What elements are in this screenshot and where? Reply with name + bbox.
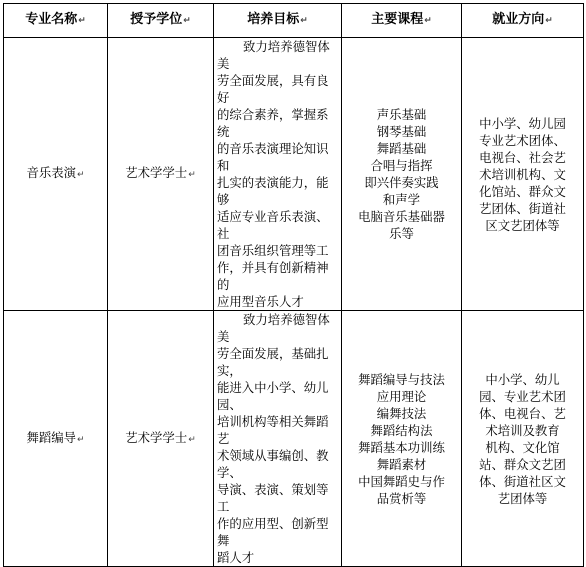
header-goal: 培养目标↵: [214, 4, 342, 38]
goal-cell: 致力培养德智体美 劳全面发展，具有良好 的综合素养，掌握系统 的音乐表演理论知识和 扎实的表演能力，能够 适应专业音乐表演、社 团音乐组织管理等工 作，并具有创新精神的 应用型音乐人才: [214, 38, 342, 311]
degree-cell: 艺术学学士↵: [108, 38, 214, 311]
courses-cell: 声乐基础 钢琴基础 舞蹈基础 合唱与指挥 即兴伴奏实践 和声学 电脑音乐基础器 乐等: [342, 38, 462, 311]
career-cell: 中小学、幼儿园 专业艺术团体、 电视台、社会艺 术培训机构、文 化馆站、群众文 艺团体、街道社 区文艺团体等: [462, 38, 584, 311]
table-row: [4, 311, 584, 567]
header-degree: 授予学位↵: [108, 4, 214, 38]
courses-cell: 舞蹈编导与技法 应用理论 编舞技法 舞蹈结构法 舞蹈基本功训练 舞蹈素材 中国舞蹈史与作 品赏析等: [342, 311, 462, 567]
career-cell: 中小学、幼儿 园、专业艺术团 体、电视台、艺 术培训及教育 机构、文化馆 站、群众文艺团 体、街道社区文 艺团体等: [462, 311, 584, 567]
header-career: 就业方向↵: [462, 4, 584, 38]
major-cell: 舞蹈编导↵: [4, 311, 108, 567]
goal-cell: 致力培养德智体美 劳全面发展，基础扎实， 能进入中小学、幼儿园、 培训机构等相关舞蹈艺 术领域从事编创、教学、 导演、表演、策划等工 作的应用型、创新型舞 蹈人才: [214, 311, 342, 567]
program-table: [3, 3, 584, 567]
table-row: [4, 38, 584, 311]
header-row: [4, 4, 584, 38]
header-major: 专业名称↵: [4, 4, 108, 38]
header-courses: 主要课程↵: [342, 4, 462, 38]
major-cell: 音乐表演↵: [4, 38, 108, 311]
degree-cell: 艺术学学士↵: [108, 311, 214, 567]
